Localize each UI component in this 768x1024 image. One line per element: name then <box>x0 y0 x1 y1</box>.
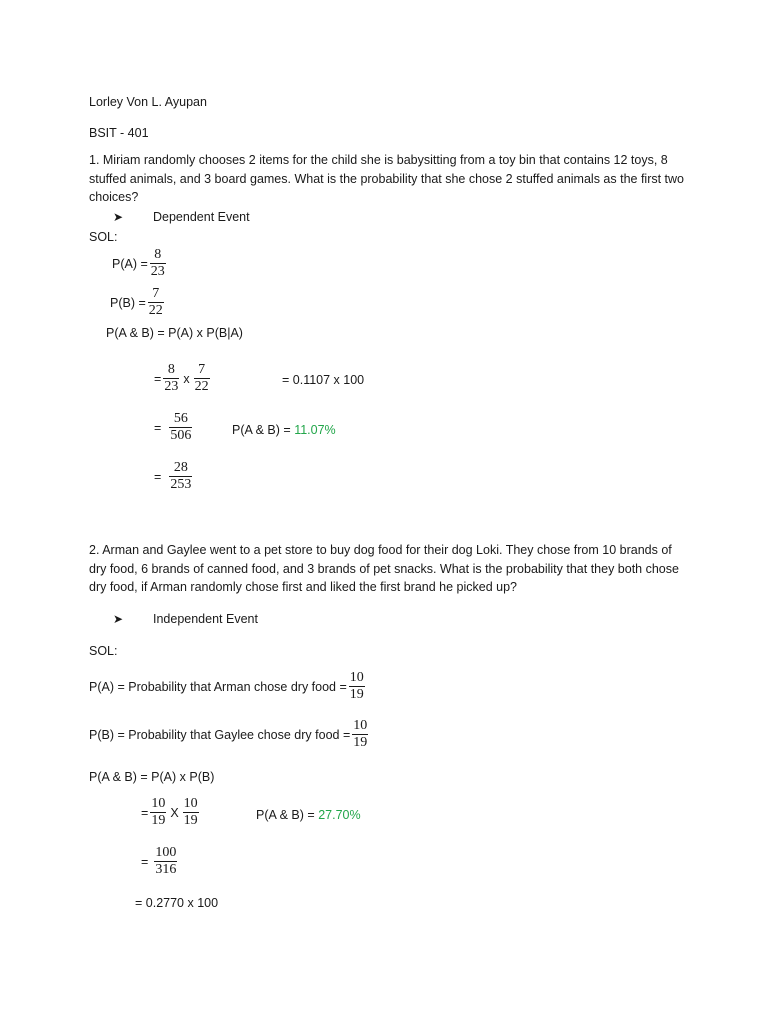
q1-step1-denominator-b: 22 <box>194 379 209 394</box>
q2-step1 <box>141 796 201 829</box>
q1-pb-denominator: 22 <box>148 303 163 318</box>
q1-decimal-step: = 0.1107 x 100 <box>282 373 365 387</box>
q2-step2-numerator: 100 <box>155 845 177 860</box>
q1-pb-fraction <box>148 286 164 319</box>
q2-formula: P(A & B) = P(A) x P(B) <box>89 770 215 784</box>
q1-step2-fraction <box>169 411 192 444</box>
q1-step1-numerator-a: 8 <box>167 362 175 377</box>
q2-step2-equals: = <box>141 854 149 869</box>
q1-result-value: 11.07% <box>294 423 336 437</box>
q2-decimal-step: = 0.2770 x 100 <box>135 896 219 910</box>
q2-pb-numerator: 10 <box>353 718 368 733</box>
q1-event-type: Dependent Event <box>153 210 250 224</box>
q2-step1-denominator-b: 19 <box>183 813 198 828</box>
q1-bullet <box>113 208 250 226</box>
q2-step1-fraction-a <box>150 796 166 829</box>
question-2-text: 2. Arman and Gaylee went to a pet store to buy dog food for their dog Loki. They chose from 10 brands of dry food, 6 brands of canned food, and 3 brands of pet snacks. What is the probability that they both chose dry food, if Arman randomly chose first and liked the first brand he picked up? <box>89 543 679 594</box>
q1-step3-numerator: 28 <box>173 460 188 475</box>
q1-sol-label: SOL: <box>89 230 118 244</box>
q1-pb-line <box>110 286 166 319</box>
q2-pa-numerator: 10 <box>349 670 364 685</box>
q1-step1-fraction-a <box>163 362 179 395</box>
q1-step1-times: x <box>183 371 190 386</box>
q2-step1-denominator-a: 19 <box>151 813 166 828</box>
q2-pa-denominator: 19 <box>349 687 364 702</box>
q2-sol-label: SOL: <box>89 644 118 658</box>
q1-step2-denominator: 506 <box>170 428 192 443</box>
q1-step3 <box>154 460 194 493</box>
q1-pb-numerator: 7 <box>152 286 160 301</box>
q2-result-value: 27.70% <box>318 808 361 822</box>
q2-step1-numerator-b: 10 <box>183 796 198 811</box>
q1-step1-fraction-b <box>194 362 210 395</box>
arrow-bullet-icon: ➤ <box>113 612 124 626</box>
q1-pa-numerator: 8 <box>154 247 162 262</box>
q1-pa-denominator: 23 <box>150 264 165 279</box>
arrow-bullet-icon: ➤ <box>113 210 124 224</box>
q1-result-label: P(A & B) = <box>232 423 291 437</box>
q1-result <box>232 421 336 439</box>
q1-step2-numerator: 56 <box>173 411 188 426</box>
q1-step2 <box>154 411 194 444</box>
q2-event-type: Independent Event <box>153 612 258 626</box>
q1-step3-denominator: 253 <box>170 477 192 492</box>
q2-pb-line <box>89 718 370 751</box>
question-1-text: 1. Miriam randomly chooses 2 items for the child she is babysitting from a toy bin that contains 12 toys, 8 stuffed animals, and 3 board games. What is the probability that she chose 2 stuffed animals as the first two choices? <box>89 153 685 204</box>
q1-step3-fraction <box>169 460 192 493</box>
student-section: BSIT - 401 <box>89 126 149 140</box>
q2-step1-fraction-b <box>183 796 199 829</box>
q1-step1-denominator-a: 23 <box>164 379 179 394</box>
student-name: Lorley Von L. Ayupan <box>89 95 207 109</box>
q2-step1-times: X <box>170 805 179 820</box>
q1-step3-equals: = <box>154 469 162 484</box>
q1-pa-label: P(A) = <box>112 256 148 271</box>
q2-step2 <box>141 845 179 878</box>
q1-step1-equals: = <box>154 371 162 386</box>
q2-step2-fraction <box>154 845 177 878</box>
q1-pa-fraction <box>150 247 166 280</box>
q2-step2-denominator: 316 <box>155 862 177 877</box>
q2-result <box>256 806 361 824</box>
q1-pa-line <box>112 247 168 280</box>
q2-result-label: P(A & B) = <box>256 808 315 822</box>
q2-step1-equals: = <box>141 805 149 820</box>
q2-pa-label: P(A) = Probability that Arman chose dry food = <box>89 679 347 694</box>
q2-step1-numerator-a: 10 <box>151 796 166 811</box>
q2-pb-fraction <box>352 718 368 751</box>
q1-pb-label: P(B) = <box>110 295 146 310</box>
q2-pa-fraction <box>349 670 365 703</box>
q1-step1-numerator-b: 7 <box>198 362 206 377</box>
q2-pa-line <box>89 670 367 703</box>
q2-pb-label: P(B) = Probability that Gaylee chose dry food = <box>89 727 351 742</box>
q1-step2-equals: = <box>154 420 162 435</box>
q2-bullet <box>113 610 258 628</box>
q2-pb-denominator: 19 <box>353 735 368 750</box>
q1-formula: P(A & B) = P(A) x P(B|A) <box>106 326 243 340</box>
q1-step1 <box>154 362 212 395</box>
